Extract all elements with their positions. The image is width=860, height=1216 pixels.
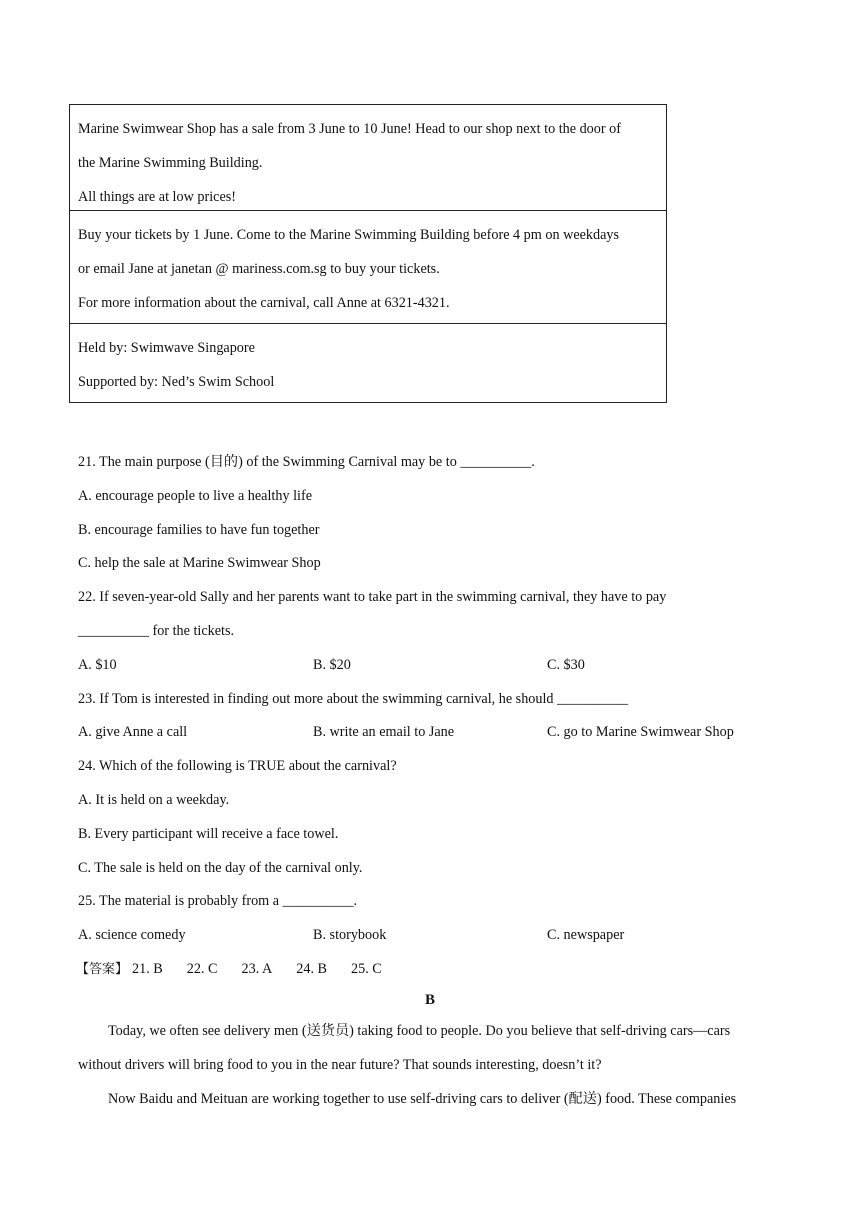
answer-item: 22. C bbox=[186, 960, 218, 977]
question-23-option-a: A. give Anne a call bbox=[78, 724, 188, 741]
question-list bbox=[78, 446, 798, 987]
passage bbox=[78, 1014, 782, 1116]
notice-sale-section bbox=[70, 105, 666, 210]
passage-line: Today, we often see delivery men (送货员) taking food to people. Do you believe that self-driving cars—cars bbox=[108, 1023, 731, 1039]
question-25-option-c: C. newspaper bbox=[547, 927, 625, 944]
question-23-stem: 23. If Tom is interested in finding out more about the swimming carnival, he should __________ bbox=[78, 690, 629, 707]
notice-text-line: All things are at low prices! bbox=[78, 189, 236, 205]
question-25-option-b: B. storybook bbox=[313, 927, 387, 944]
notice-text-line: Buy your tickets by 1 June. Come to the Marine Swimming Building before 4 pm on weekdays bbox=[78, 227, 620, 243]
question-25-stem: 25. The material is probably from a __________. bbox=[78, 893, 358, 910]
question-22-stem: 22. If seven-year-old Sally and her parents want to take part in the swimming carnival, they have to pay bbox=[78, 589, 667, 606]
answer-item: 24. B bbox=[296, 960, 328, 977]
question-22-options bbox=[78, 649, 798, 683]
notice-organizers-section bbox=[70, 323, 666, 402]
question-24-stem: 24. Which of the following is TRUE about the carnival? bbox=[78, 758, 397, 775]
question-22-option-c: C. $30 bbox=[547, 656, 585, 673]
answer-key bbox=[78, 953, 798, 987]
notice-text-line: Supported by: Ned’s Swim School bbox=[78, 374, 275, 390]
notice-text-line: the Marine Swimming Building. bbox=[78, 155, 263, 171]
section-heading: B bbox=[424, 992, 435, 1008]
notice-text-line: or email Jane at janetan @ mariness.com.sg to buy your tickets. bbox=[78, 261, 440, 277]
answer-item: 21. B bbox=[132, 960, 163, 977]
notice-text-line: Held by: Swimwave Singapore bbox=[78, 340, 255, 356]
question-23-option-b: B. write an email to Jane bbox=[313, 724, 455, 741]
question-22-stem-continued: __________ for the tickets. bbox=[78, 622, 235, 639]
question-21-stem: 21. The main purpose (目的) of the Swimming Carnival may be to __________. bbox=[78, 454, 535, 470]
answer-item: 25. C bbox=[351, 960, 382, 977]
question-21-option-a: A. encourage people to live a healthy life bbox=[78, 487, 312, 504]
question-21-option-c: C. help the sale at Marine Swimwear Shop bbox=[78, 555, 321, 572]
question-25-options bbox=[78, 919, 798, 953]
answer-key-label: 【答案】 bbox=[76, 961, 129, 977]
notice-tickets-section bbox=[70, 210, 666, 323]
question-24-option-b: B. Every participant will receive a face towel. bbox=[78, 825, 339, 842]
question-24-option-a: A. It is held on a weekday. bbox=[78, 791, 230, 808]
question-24-option-c: C. The sale is held on the day of the carnival only. bbox=[78, 859, 363, 876]
notice-text-line: For more information about the carnival, call Anne at 6321-4321. bbox=[78, 295, 450, 311]
question-22-option-b: B. $20 bbox=[313, 656, 351, 673]
answer-item: 23. A bbox=[241, 960, 273, 977]
question-21-option-b: B. encourage families to have fun together bbox=[78, 521, 320, 538]
passage-line: Now Baidu and Meituan are working together to use self-driving cars to deliver (配送) food. These companies bbox=[108, 1091, 737, 1107]
question-22-option-a: A. $10 bbox=[78, 656, 117, 673]
notice-text-line: Marine Swimwear Shop has a sale from 3 June to 10 June! Head to our shop next to the door of bbox=[78, 121, 621, 137]
question-25-option-a: A. science comedy bbox=[78, 927, 186, 944]
question-23-options bbox=[78, 716, 798, 750]
question-23-option-c: C. go to Marine Swimwear Shop bbox=[547, 724, 734, 741]
notice-box bbox=[69, 104, 667, 403]
passage-line: without drivers will bring food to you in the near future? That sounds interesting, doesn’t it? bbox=[78, 1057, 602, 1073]
